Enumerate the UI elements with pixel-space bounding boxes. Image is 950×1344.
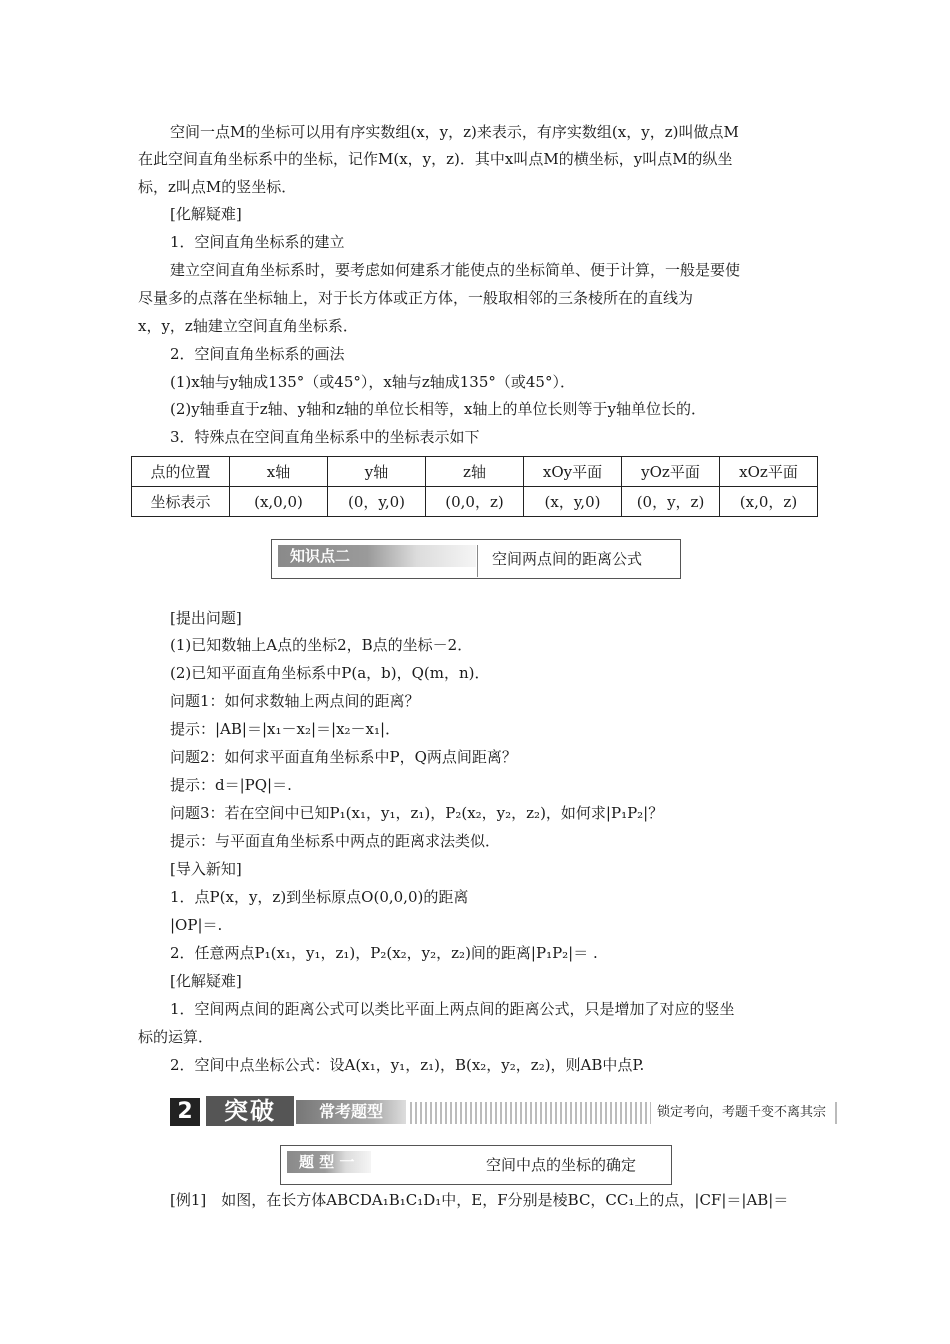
difficulty-1b: 标的运算．	[138, 1028, 214, 1046]
table-header-row	[132, 457, 818, 487]
section-label-tcwt: [提出问题]	[170, 609, 242, 627]
para1-line1: 空间一点M的坐标可以用有序实数组(x，y，z)来表示，有序实数组(x，y，z)叫做点M	[170, 123, 739, 141]
example-1: [例1] 如图，在长方体ABCDA₁B₁C₁D₁中，E，F分别是棱BC，CC₁上的点，|CF|＝|AB|＝	[170, 1191, 789, 1209]
hint-3: 提示：与平面直角坐标系中两点的距离求法类似．	[170, 832, 501, 850]
table-cell: 坐标表示	[132, 487, 230, 517]
section-number: 2	[170, 1098, 200, 1126]
banner-tag	[287, 1151, 371, 1173]
banner-tag-text: 知识点二	[290, 547, 351, 565]
item1-title: 1．空间直角坐标系的建立	[170, 233, 345, 251]
para1-line3: 标，z叫点M的竖坐标．	[138, 178, 297, 196]
banner-tag-text: 题 型 一	[299, 1153, 355, 1171]
new-knowledge-2: 2．任意两点P₁(x₁，y₁，z₁)，P₂(x₂，y₂，z₂)间的距离|P₁P₂|＝ .	[170, 944, 598, 962]
question-b: (2)已知平面直角坐标系中P(a，b)，Q(m，n)．	[170, 664, 490, 682]
table-cell: y轴	[328, 457, 426, 487]
section-label-hjyn: [化解疑难]	[170, 205, 242, 223]
item2-a: (1)x轴与y轴成135°（或45°），x轴与z轴成135°（或45°）．	[170, 373, 575, 391]
table-cell: z轴	[426, 457, 524, 487]
table-cell: (x，y,0)	[524, 487, 622, 517]
table-cell: 点的位置	[132, 457, 230, 487]
section-slogan: 锁定考向，考题千变不离其宗	[651, 1102, 832, 1124]
item1-body-3: x，y，z轴建立空间直角坐标系．	[138, 317, 358, 335]
section-2-banner	[170, 1096, 840, 1128]
para1-line2: 在此空间直角坐标系中的坐标，记作M(x，y，z)．其中x叫点M的横坐标，y叫点M的纵坐	[138, 150, 733, 168]
section-title: 突破	[206, 1096, 294, 1126]
banner-title: 空间两点间的距离公式	[492, 550, 643, 568]
banner-divider	[477, 545, 478, 577]
table-cell: (0，y，z)	[622, 487, 720, 517]
section-label-hjyn-2: [化解疑难]	[170, 972, 242, 990]
table-row	[132, 487, 818, 517]
table-cell: x轴	[230, 457, 328, 487]
hint-1: 提示：|AB|＝|x₁－x₂|＝|x₂－x₁|．	[170, 720, 401, 738]
question-1: 问题1：如何求数轴上两点间的距离？	[170, 692, 420, 710]
coordinate-table	[131, 456, 818, 517]
banner-tag	[278, 545, 476, 567]
question-type-banner	[280, 1145, 672, 1185]
knowledge-point-banner	[271, 539, 681, 579]
item1-body-1: 建立空间直角坐标系时，要考虑如何建系才能使点的坐标简单、便于计算，一般是要使	[170, 261, 741, 279]
section-subtitle: 常考题型	[296, 1100, 406, 1124]
item2-b: (2)y轴垂直于z轴、y轴和z轴的单位长相等，x轴上的单位长则等于y轴单位长的．	[170, 400, 706, 418]
table-cell: xOy平面	[524, 457, 622, 487]
banner-title: 空间中点的坐标的确定	[486, 1156, 637, 1174]
difficulty-2: 2．空间中点坐标公式：设A(x₁，y₁，z₁)，B(x₂，y₂，z₂)，则AB中点P.	[170, 1056, 645, 1074]
new-knowledge-1b: |OP|＝.	[170, 916, 223, 934]
question-a: (1)已知数轴上A点的坐标2，B点的坐标－2．	[170, 636, 473, 654]
hint-2: 提示：d＝|PQ|＝.	[170, 776, 292, 794]
table-cell: yOz平面	[622, 457, 720, 487]
item3-title: 3．特殊点在空间直角坐标系中的坐标表示如下	[170, 428, 480, 446]
new-knowledge-1: 1．点P(x，y，z)到坐标原点O(0,0,0)的距离	[170, 888, 469, 906]
table-cell: xOz平面	[720, 457, 818, 487]
table-cell: (0，y,0)	[328, 487, 426, 517]
item2-title: 2．空间直角坐标系的画法	[170, 345, 345, 363]
table-cell: (x,0，z)	[720, 487, 818, 517]
item1-body-2: 尽量多的点落在坐标轴上，对于长方体或正方体，一般取相邻的三条棱所在的直线为	[138, 289, 694, 307]
difficulty-1a: 1．空间两点间的距离公式可以类比平面上两点间的距离公式，只是增加了对应的竖坐	[170, 1000, 735, 1018]
table-cell: (x,0,0)	[230, 487, 328, 517]
table-cell: (0,0，z)	[426, 487, 524, 517]
section-label-drxz: [导入新知]	[170, 860, 242, 878]
question-3: 问题3：若在空间中已知P₁(x₁，y₁，z₁)，P₂(x₂，y₂，z₂)，如何求|P₁P₂|？	[170, 804, 664, 822]
question-2: 问题2：如何求平面直角坐标系中P，Q两点间距离？	[170, 748, 517, 766]
